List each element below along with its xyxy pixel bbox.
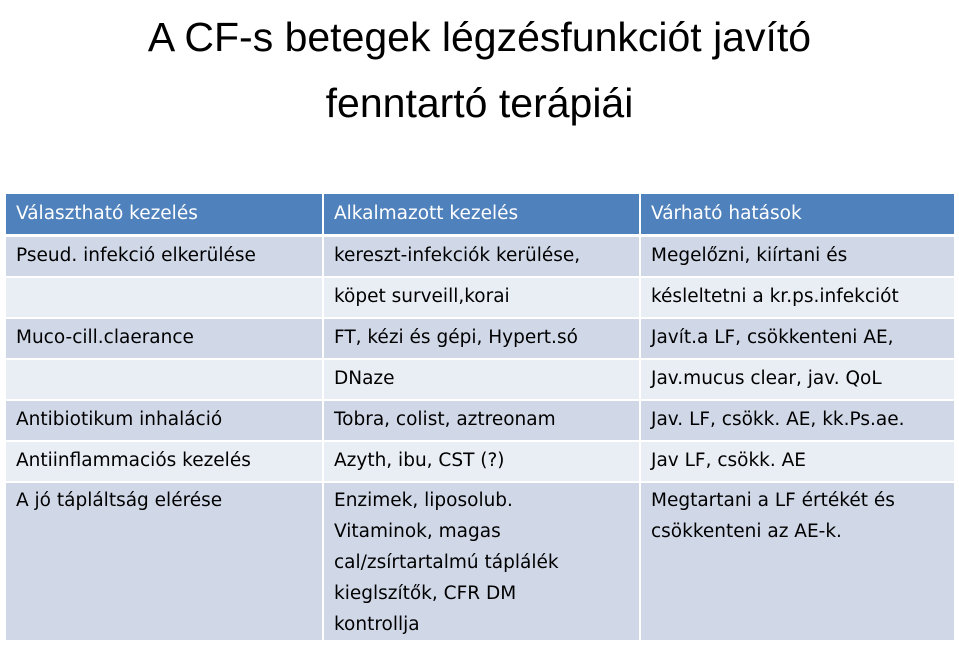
- title-line-2: fenntartó terápiái: [325, 80, 634, 126]
- table-cell: kereszt-infekciók kerülése,: [324, 237, 641, 278]
- table-cell: Jav LF, csökk. AE: [641, 442, 954, 483]
- table-cell: [6, 278, 324, 319]
- cell-line: kontrollja: [334, 614, 420, 635]
- therapy-table: [6, 194, 954, 642]
- table-cell: A jó tápláltság elérése: [6, 483, 324, 642]
- table-cell-multiline: [641, 483, 954, 642]
- table-row: [6, 483, 954, 642]
- table-row: [6, 442, 954, 483]
- table-cell: Tobra, colist, aztreonam: [324, 401, 641, 442]
- table-cell: Muco-cill.claerance: [6, 319, 324, 360]
- title-line-1: A CF-s betegek légzésfunkciót javító: [147, 14, 812, 60]
- table-cell: Megelőzni, kiírtani és: [641, 237, 954, 278]
- cell-line: cal/zsírtartalmú táplálék: [334, 552, 559, 573]
- table-cell: Antiinflammaciós kezelés: [6, 442, 324, 483]
- table-row: [6, 237, 954, 278]
- table-cell: Jav. LF, csökk. AE, kk.Ps.ae.: [641, 401, 954, 442]
- table-row: [6, 401, 954, 442]
- table-cell: Pseud. infekció elkerülése: [6, 237, 324, 278]
- table-cell-multiline: [324, 483, 641, 642]
- table-header-row: [6, 194, 954, 237]
- cell-line: kieglszítők, CFR DM: [334, 583, 517, 604]
- table-cell: köpet surveill,korai: [324, 278, 641, 319]
- table-row: [6, 278, 954, 319]
- header-choice: Választható kezelés: [6, 194, 324, 237]
- table-cell: Jav.mucus clear, jav. QoL: [641, 360, 954, 401]
- table-row: [6, 360, 954, 401]
- slide-title: [0, 0, 959, 136]
- table-cell: FT, kézi és gépi, Hypert.só: [324, 319, 641, 360]
- table-cell: Javít.a LF, csökkenteni AE,: [641, 319, 954, 360]
- table-cell: késleltetni a kr.ps.infekciót: [641, 278, 954, 319]
- cell-line: Vitaminok, magas: [334, 521, 501, 542]
- table-cell: Antibiotikum inhaláció: [6, 401, 324, 442]
- cell-line: Enzimek, liposolub.: [334, 490, 513, 511]
- header-applied: Alkalmazott kezelés: [324, 194, 641, 237]
- cell-line: Megtartani a LF értékét és: [651, 490, 895, 511]
- table-cell: [6, 360, 324, 401]
- cell-line: csökkenteni az AE-k.: [651, 521, 842, 542]
- table-cell: DNaze: [324, 360, 641, 401]
- table-row: [6, 319, 954, 360]
- header-effects: Várható hatások: [641, 194, 954, 237]
- table-cell: Azyth, ibu, CST (?): [324, 442, 641, 483]
